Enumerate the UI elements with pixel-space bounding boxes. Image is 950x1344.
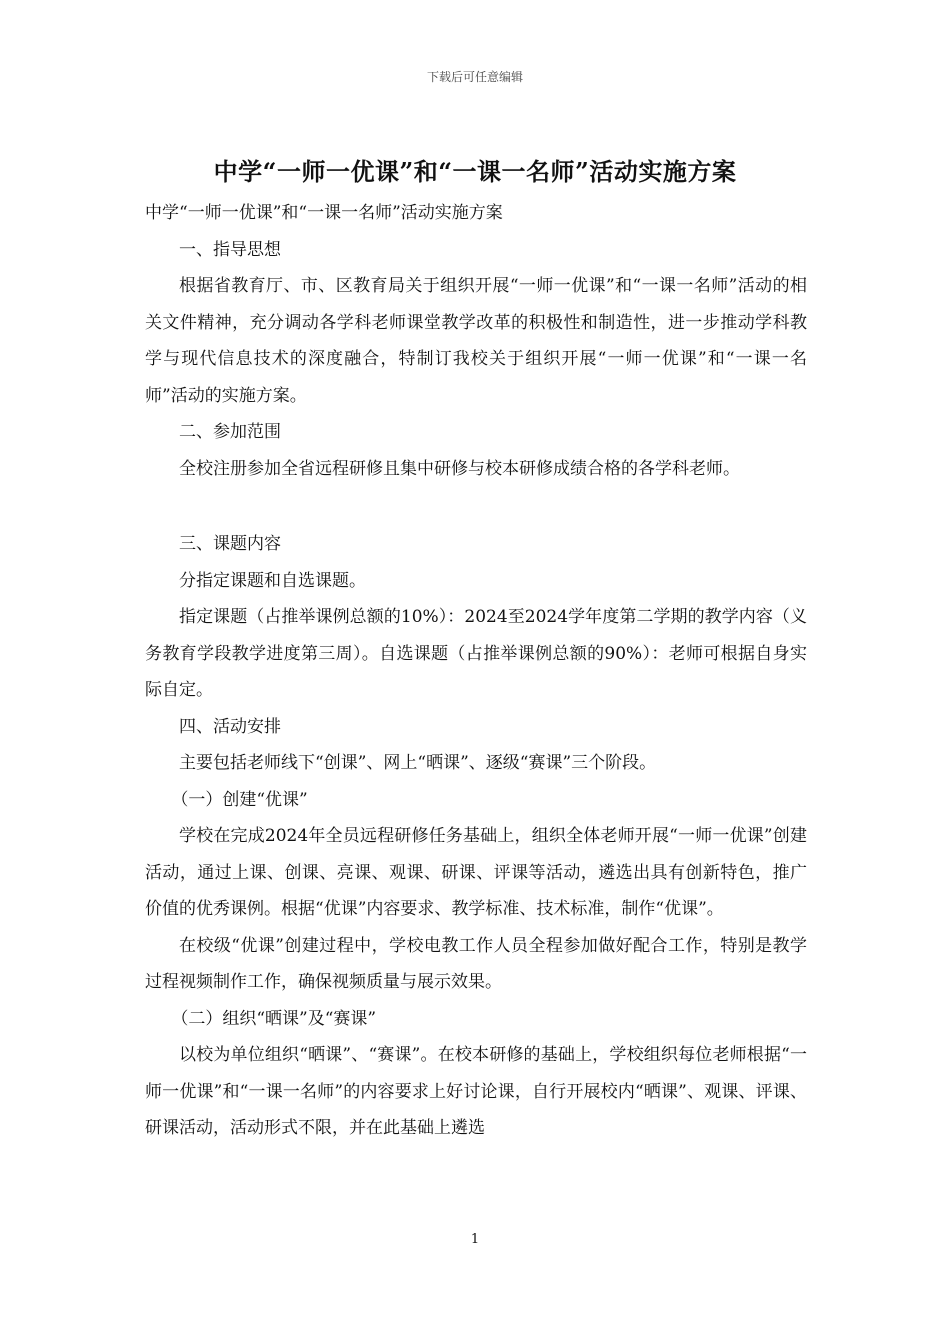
subsection-heading-showcase: （二）组织“晒课”及“赛课” bbox=[171, 1008, 377, 1029]
paragraph-showcase: 以校为单位组织“晒课”、“赛课”。在校本研修的基础上，学校组织每位老师根据“一师一优课”和“一课一名师”的内容要求上好讨论课，自行开展校内“晒课”、观课、评课、研课活动，活动形式不限，并在此基础上遴选 bbox=[145, 1045, 807, 1138]
paragraph-scope: 全校注册参加全省远程研修且集中研修与校本研修成绩合格的各学科老师。 bbox=[179, 458, 740, 479]
paragraph-topics-detail: 指定课题（占推举课例总额的10%）：2024至2024学年度第二学期的教学内容（义务教育学段教学进度第三周）。自选课题（占推举课例总额的90%）：老师可根据自身实际自定。 bbox=[145, 607, 807, 700]
paragraph-create-support: 在校级“优课”创建过程中，学校电教工作人员全程参加做好配合工作，特别是教学过程视频制作工作，确保视频质量与展示效果。 bbox=[145, 935, 807, 992]
document-title: 中学“一师一优课”和“一课一名师”活动实施方案 bbox=[213, 157, 737, 186]
subtitle-paragraph: 中学“一师一优课”和“一课一名师”活动实施方案 bbox=[145, 203, 503, 223]
paragraph-guiding-ideology: 根据省教育厅、市、区教育局关于组织开展“一师一优课”和“一课一名师”活动的相关文件精神，充分调动各学科老师课堂教学改革的积极性和制造性，进一步推动学科教学与现代信息技术的深度融合，特制订我校关于组织开展“一师一优课”和“一课一名师”活动的实施方案。 bbox=[145, 276, 807, 406]
section-heading-arrangement: 四、活动安排 bbox=[179, 716, 281, 737]
paragraph-arrangement-overview: 主要包括老师线下“创课”、网上“晒课”、逐级“赛课”三个阶段。 bbox=[179, 753, 657, 773]
paragraph-create: 学校在完成2024年全员远程研修任务基础上，组织全体老师开展“一师一优课”创建活动，通过上课、创课、亮课、观课、研课、评课等活动，遴选出具有创新特色，推广价值的优秀课例。根据“优课”内容要求、教学标准、技术标准，制作“优课”。 bbox=[145, 826, 807, 919]
section-heading-scope: 二、参加范围 bbox=[179, 422, 281, 442]
document-body bbox=[145, 195, 807, 1147]
section-heading-topics: 三、课题内容 bbox=[179, 534, 281, 554]
paragraph-topics-intro: 分指定课题和自选课题。 bbox=[179, 570, 366, 591]
section-heading-guiding-ideology: 一、指导思想 bbox=[179, 239, 281, 260]
header-note: 下载后可任意编辑 bbox=[426, 70, 523, 84]
subsection-heading-create: （一）创建“优课” bbox=[171, 789, 308, 810]
page-number: 1 bbox=[470, 1232, 480, 1247]
